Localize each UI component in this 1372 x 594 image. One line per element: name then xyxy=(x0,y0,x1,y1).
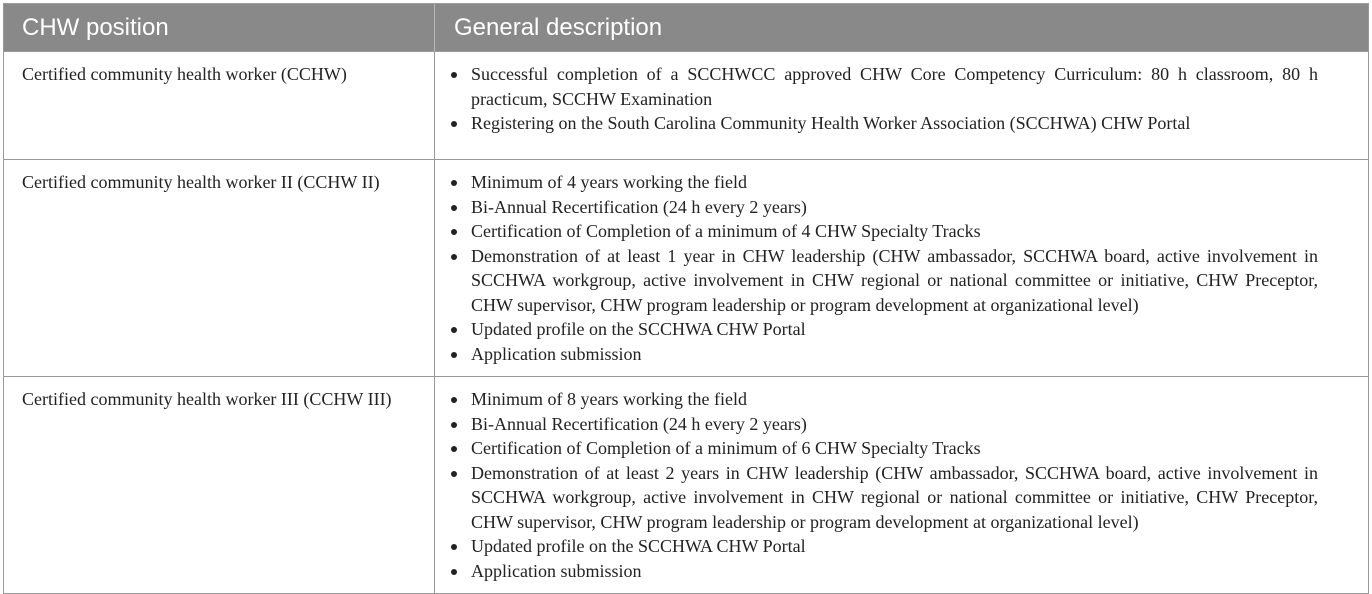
list-item xyxy=(435,62,1318,111)
description-list xyxy=(435,62,1318,136)
list-item-text: Successful completion of a SCCHWCC approved CHW Core Competency Curriculum: 80 h classroom, 80 h practicum, SCCHW Examination xyxy=(471,64,1318,109)
bullet-icon xyxy=(451,446,457,452)
bullet-icon xyxy=(451,471,457,477)
list-item xyxy=(435,111,1318,136)
table-row xyxy=(4,159,1368,376)
list-item-text: Updated profile on the SCCHWA CHW Portal xyxy=(471,536,806,556)
list-item-text: Demonstration of at least 2 years in CHW leadership (CHW ambassador, SCCHWA board, active involvement in SCCHWA workgroup, active involvement in CHW regional or national committee or initiative, CHW Preceptor, CHW supervisor, CHW program leadership or program development at organizational level) xyxy=(471,462,1318,532)
list-item-text: Minimum of 4 years working the field xyxy=(471,172,747,192)
description-cell xyxy=(435,377,1368,593)
list-item-text: Certification of Completion of a minimum of 4 CHW Specialty Tracks xyxy=(471,221,981,241)
bullet-icon xyxy=(451,397,457,403)
list-item xyxy=(435,342,1318,367)
list-item-text: Minimum of 8 years working the field xyxy=(471,389,747,409)
list-item xyxy=(435,219,1318,244)
list-item-text: Bi-Annual Recertification (24 h every 2 years) xyxy=(471,413,807,434)
bullet-icon xyxy=(451,544,457,550)
description-list xyxy=(435,170,1318,366)
list-item-text: Application submission xyxy=(471,560,642,581)
list-item-text: Demonstration of at least 1 year in CHW leadership (CHW ambassador, SCCHWA board, active involvement in SCCHWA workgroup, active involvement in CHW regional or national committee or initiative, CHW Preceptor, CHW supervisor, CHW program leadership or program development at organizational level) xyxy=(471,245,1318,315)
bullet-icon xyxy=(451,180,457,186)
list-item xyxy=(435,436,1318,461)
description-cell xyxy=(435,160,1368,376)
bullet-icon xyxy=(451,254,457,260)
list-item-text: Updated profile on the SCCHWA CHW Portal xyxy=(471,319,806,339)
table-header xyxy=(4,4,1368,51)
list-item xyxy=(435,317,1318,342)
position-cell: Certified community health worker (CCHW) xyxy=(4,52,435,159)
position-cell: Certified community health worker III (CCHW III) xyxy=(4,377,435,593)
list-item xyxy=(435,412,1318,437)
bullet-icon xyxy=(451,569,457,575)
bullet-icon xyxy=(451,229,457,235)
bullet-icon xyxy=(451,205,457,211)
list-item-text: Certification of Completion of a minimum of 6 CHW Specialty Tracks xyxy=(471,438,981,458)
bullet-icon xyxy=(451,121,457,127)
list-item xyxy=(435,461,1318,535)
description-cell xyxy=(435,52,1368,159)
header-chw-position: CHW position xyxy=(4,4,435,51)
bullet-icon xyxy=(451,72,457,78)
header-general-description: General description xyxy=(454,14,663,41)
list-item xyxy=(435,170,1318,195)
bullet-icon xyxy=(451,422,457,428)
list-item-text: Application submission xyxy=(471,343,642,364)
description-list xyxy=(435,387,1318,583)
bullet-icon xyxy=(451,352,457,358)
position-cell: Certified community health worker II (CCHW II) xyxy=(4,160,435,376)
list-item xyxy=(435,244,1318,318)
list-item-text: Bi-Annual Recertification (24 h every 2 years) xyxy=(471,196,807,217)
table-row xyxy=(4,51,1368,159)
list-item xyxy=(435,195,1318,220)
list-item-text: Registering on the South Carolina Community Health Worker Association (SCCHWA) CHW Portal xyxy=(471,113,1191,133)
table-row xyxy=(4,376,1368,593)
list-item xyxy=(435,534,1318,559)
bullet-icon xyxy=(451,327,457,333)
chw-positions-table xyxy=(3,3,1369,594)
list-item xyxy=(435,387,1318,412)
list-item xyxy=(435,559,1318,584)
